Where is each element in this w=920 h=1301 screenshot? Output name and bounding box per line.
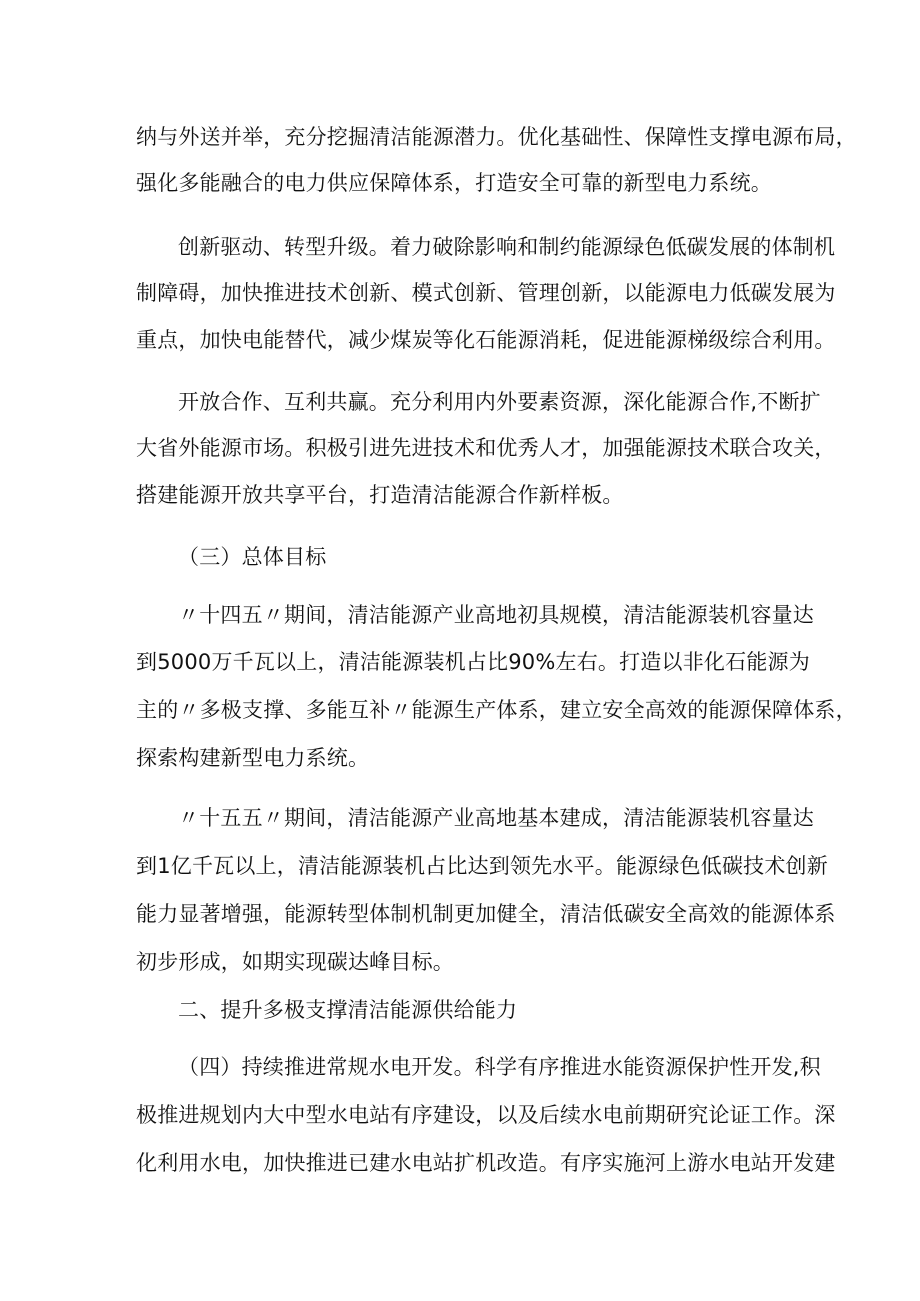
chapter-heading-supply-capacity: 二、提升多极支撑清洁能源供给能力 (178, 998, 518, 1022)
paragraph-innovation-start: 创新驱动、转型升级。着力破除影响和制约能源绿色低碳发展的体制机 (178, 235, 836, 259)
text-line-13: 探索构建新型电力系统。 (136, 746, 370, 770)
section-heading-overall-goals: （三）总体目标 (178, 545, 327, 569)
text-line-17: 初步形成，如期实现碳达峰目标。 (136, 950, 454, 974)
text-line-5: 重点，加快电能替代，减少煤炭等化石能源消耗，促进能源梯级综合利用。 (136, 328, 836, 352)
text-line-8: 搭建能源开放共享平台，打造清洁能源合作新样板。 (136, 483, 624, 507)
text-line-15: 到1亿千瓦以上，清洁能源装机占比达到领先水平。能源绿色低碳技术创新 (136, 854, 828, 878)
text-line-12: 主的〃多极支撑、多能互补〃能源生产体系，建立安全高效的能源保障体系， (136, 698, 857, 722)
text-line-7: 大省外能源市场。积极引进先进技术和优秀人才，加强能源技术联合攻关， (136, 436, 836, 460)
paragraph-14th-plan-start: 〃十四五〃期间，清洁能源产业高地初具规模，清洁能源装机容量达 (178, 603, 814, 627)
text-line-1: 纳与外送并举，充分挖掘清洁能源潜力。优化基础性、保障性支撑电源布局， (136, 125, 857, 149)
text-line-16: 能力显著增强，能源转型体制机制更加健全，清洁低碳安全高效的能源体系 (136, 902, 836, 926)
text-line-20: 极推进规划内大中型水电站有序建设，以及后续水电前期研究论证工作。深 (136, 1103, 836, 1127)
text-line-4: 制障碍，加快推进技术创新、模式创新、管理创新，以能源电力低碳发展为 (136, 281, 836, 305)
text-line-2: 强化多能融合的电力供应保障体系，打造安全可靠的新型电力系统。 (136, 171, 772, 195)
paragraph-cooperation-start: 开放合作、互利共赢。充分利用内外要素资源，深化能源合作,不断扩 (178, 390, 821, 414)
paragraph-hydropower-start: （四）持续推进常规水电开发。科学有序推进水能资源保护性开发,积 (178, 1055, 821, 1079)
paragraph-15th-plan-start: 〃十五五〃期间，清洁能源产业高地基本建成，清洁能源装机容量达 (178, 806, 814, 830)
text-line-21: 化利用水电，加快推进已建水电站扩机改造。有序实施河上游水电站开发建 (136, 1151, 836, 1175)
text-line-11: 到5000万千瓦以上，清洁能源装机占比90%左右。打造以非化石能源为 (136, 650, 810, 674)
